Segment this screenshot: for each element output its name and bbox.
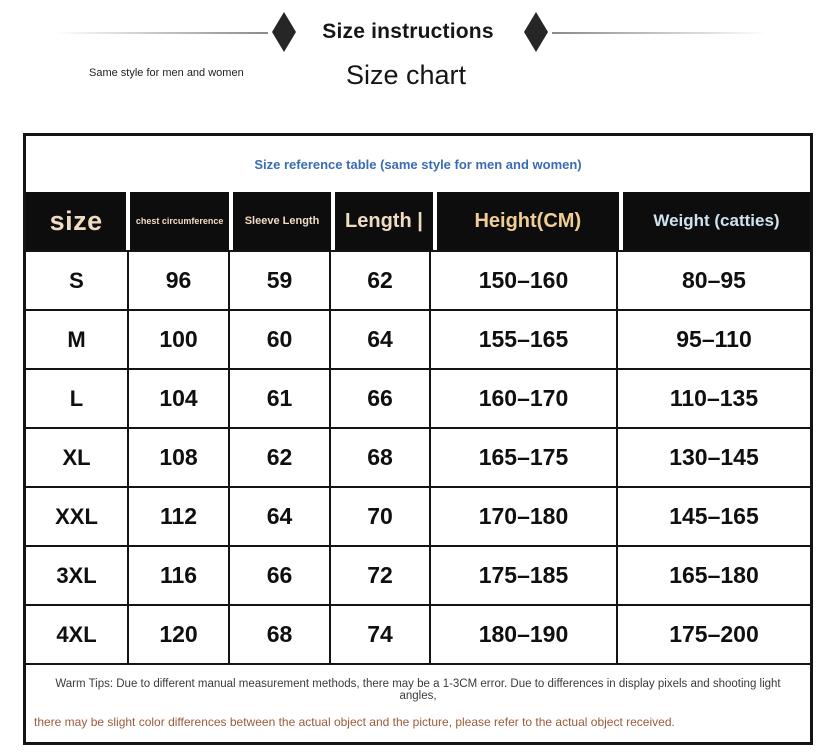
column-header-chest: chest circumference	[130, 192, 228, 250]
table-body	[26, 250, 810, 665]
table-caption: Size reference table (same style for men and women)	[254, 156, 582, 172]
table-cell: 3XL	[26, 547, 129, 606]
table-cell: 60	[230, 311, 331, 370]
table-cell: 96	[129, 252, 230, 311]
table-cell: 68	[331, 429, 431, 488]
table-cell: 64	[230, 488, 331, 547]
table-cell: 59	[230, 252, 331, 311]
table-cell: 80–95	[618, 252, 810, 311]
table-cell: 66	[331, 370, 431, 429]
column-header-size: size	[26, 192, 126, 250]
table-cell: 165–180	[618, 547, 810, 606]
right-rule-line	[552, 32, 767, 34]
column-header-height: Height(CM)	[437, 192, 619, 250]
diamond-icon	[524, 12, 548, 52]
table-cell: 100	[129, 311, 230, 370]
table-header-row	[26, 192, 810, 250]
table-cell: 4XL	[26, 606, 129, 665]
column-header-sleeve: Sleeve Length	[233, 192, 331, 250]
table-cell: 116	[129, 547, 230, 606]
table-cell: 120	[129, 606, 230, 665]
warm-tips-line1: Warm Tips: Due to different manual measurement methods, there may be a 1-3CM error. Due to differences in display pixels and shooting light angles,	[55, 678, 781, 702]
warm-tips-line2: there may be slight color differences between the actual object and the picture, please refer to the actual object received.	[34, 715, 675, 729]
table-cell: 165–175	[431, 429, 618, 488]
table-cell: 72	[331, 547, 431, 606]
table-cell: 145–165	[618, 488, 810, 547]
table-cell: 175–200	[618, 606, 810, 665]
table-cell: 95–110	[618, 311, 810, 370]
table-cell: 160–170	[431, 370, 618, 429]
table-cell: 62	[331, 252, 431, 311]
table-cell: XXL	[26, 488, 129, 547]
table-cell: 108	[129, 429, 230, 488]
left-rule-line	[55, 32, 268, 34]
page-title: Size chart	[345, 60, 467, 90]
table-cell: 104	[129, 370, 230, 429]
table-cell: 74	[331, 606, 431, 665]
table-cell: 155–165	[431, 311, 618, 370]
table-cell: 130–145	[618, 429, 810, 488]
table-cell: 64	[331, 311, 431, 370]
column-header-length: Length |	[335, 192, 432, 250]
table-cell: 110–135	[618, 370, 810, 429]
table-cell: S	[26, 252, 129, 311]
warm-tips	[26, 665, 810, 729]
table-cell: 150–160	[431, 252, 618, 311]
unisex-note: Same style for men and women	[89, 67, 244, 79]
table-cell: 112	[129, 488, 230, 547]
table-cell: L	[26, 370, 129, 429]
column-header-weight: Weight (catties)	[623, 192, 810, 250]
table-cell: 70	[331, 488, 431, 547]
table-cell: XL	[26, 429, 129, 488]
table-cell: 62	[230, 429, 331, 488]
table-cell: 66	[230, 547, 331, 606]
diamond-icon	[272, 12, 296, 52]
table-cell: 175–185	[431, 547, 618, 606]
size-reference-table	[23, 133, 813, 745]
table-cell: 180–190	[431, 606, 618, 665]
table-caption-row	[26, 136, 810, 192]
table-cell: 68	[230, 606, 331, 665]
table-cell: 170–180	[431, 488, 618, 547]
table-cell: M	[26, 311, 129, 370]
banner-title: Size instructions	[322, 20, 494, 43]
table-cell: 61	[230, 370, 331, 429]
